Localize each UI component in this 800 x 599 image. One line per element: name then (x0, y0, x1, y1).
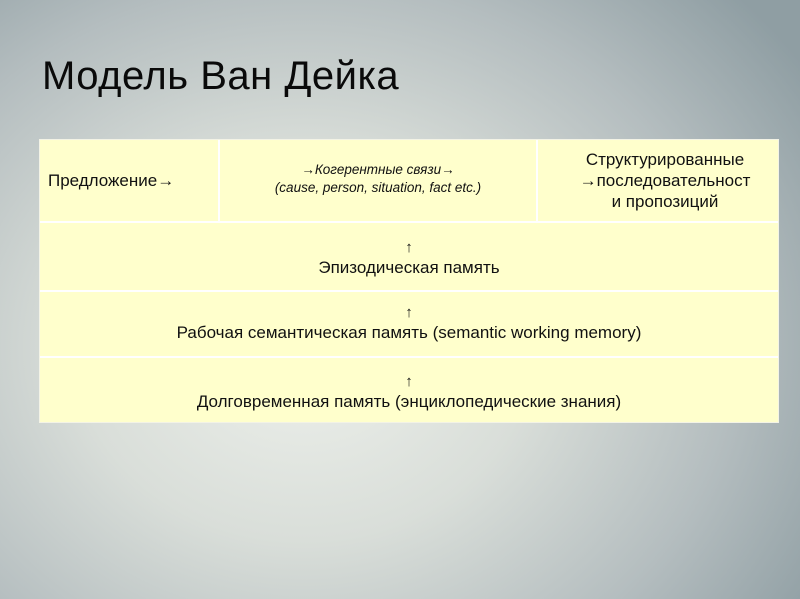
table-row (40, 292, 778, 358)
table-row (40, 140, 778, 223)
episodic-memory-label: Эпизодическая память (318, 257, 500, 277)
long-term-memory-label: Долговременная память (энциклопедические знания) (196, 392, 622, 411)
sentence-cell (40, 140, 220, 221)
coherent-links-cell (220, 140, 538, 221)
table-row (40, 223, 778, 292)
structured-propositions-cell (538, 140, 778, 221)
van-dijk-model-table (39, 139, 779, 423)
up-arrow-icon: ↑ (405, 238, 413, 256)
episodic-memory-cell (40, 223, 778, 290)
structured-line-2: →последовательност (579, 171, 751, 190)
coherent-links-label: →Когерентные связи→ (301, 161, 455, 177)
long-term-memory-cell (40, 358, 778, 424)
working-memory-cell (40, 292, 778, 356)
structured-line-3: и пропозиций (611, 192, 719, 211)
table-row (40, 358, 778, 424)
up-arrow-icon: ↑ (405, 373, 413, 390)
sentence-label: Предложение→ (48, 170, 175, 190)
working-memory-label: Рабочая семантическая память (semantic working memory) (176, 323, 642, 342)
structured-line-1: Структурированные (585, 150, 745, 169)
up-arrow-icon: ↑ (405, 304, 413, 321)
slide-title: Модель Ван Дейка (42, 54, 400, 98)
coherent-links-examples: (cause, person, situation, fact etc.) (274, 179, 482, 195)
